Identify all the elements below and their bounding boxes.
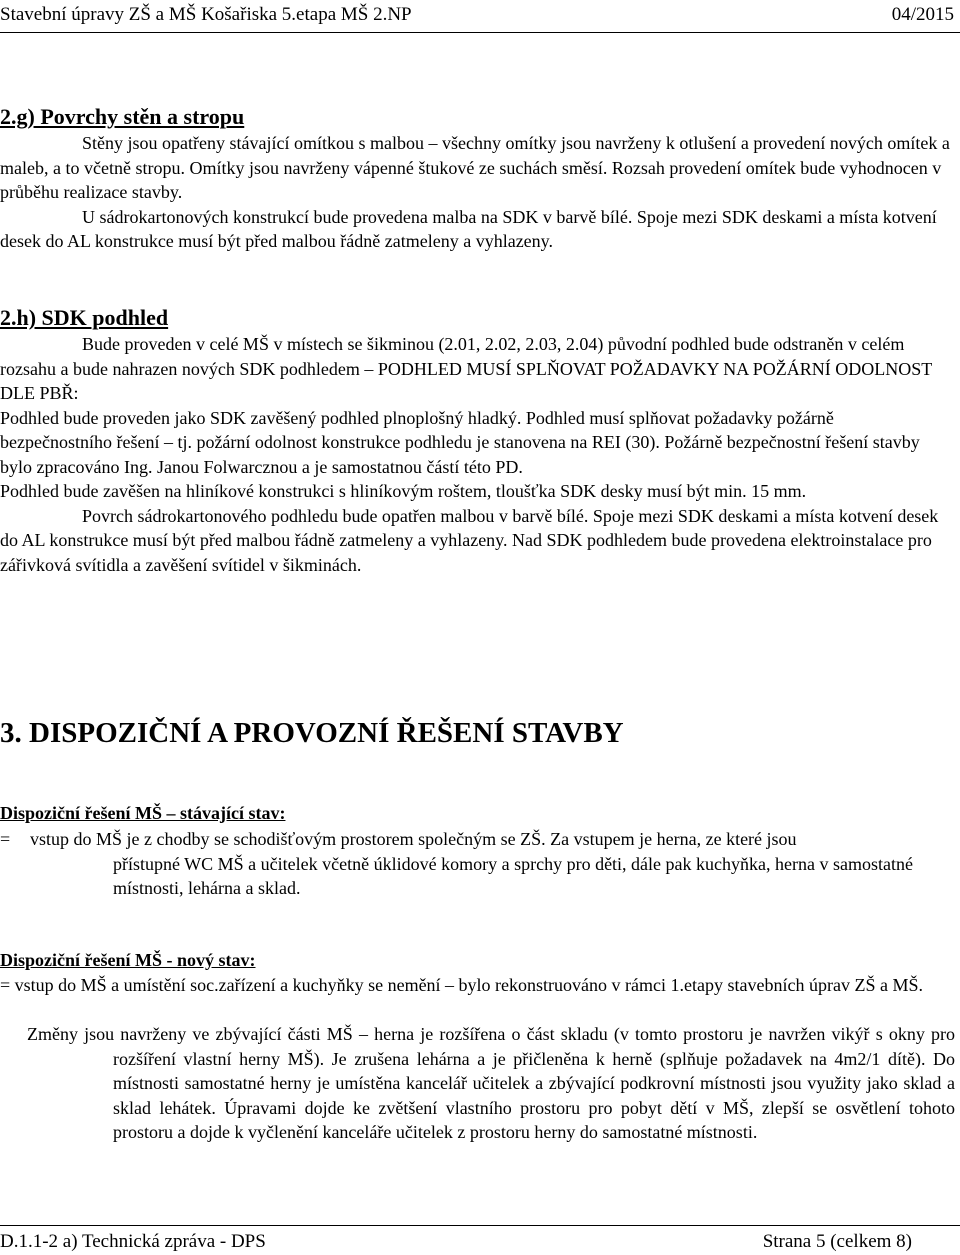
paragraph: Povrch sádrokartonového podhledu bude opatřen malbou v barvě bílé. Spoje mezi SDK deskami a místa kotvení desek do AL konstrukce musí být před malbou řádně zatmeleny a vyhlazeny. Nad SDK podhledem bude provedena elektroinstalace pro zářivková svítidla a zavěšení svítidel v šikminách. [0,505,939,575]
footer-rule [0,1225,960,1226]
paragraph: Bude proveden v celé MŠ v místech se šikminou (2.01, 2.02, 2.03, 2.04) původní podhled bude odstraněn v celém rozsahu a bude nahrazen nových SDK podhledem – PODHLED MUSÍ SPLŇOVAT POŽADAVKY NA POŽÁRNÍ ODOLNOST DLE PBŘ: [0,334,932,403]
section-2g-body [0,131,950,254]
paragraph: U sádrokartonových konstrukcí bude provedena malba na SDK v barvě bílé. Spoje mezi SDK deskami a místa kotvení desek do AL konstrukce musí být před malbou řádně zatmeleny a vyhlazeny. [0,206,937,251]
label-new-state: Dispoziční řešení MŠ - nový stav: [0,950,256,970]
heading-3: 3. DISPOZIČNÍ A PROVOZNÍ ŘEŠENÍ STAVBY [0,717,624,749]
new-state-item-1: = vstup do MŠ a umístění soc.zařízení a kuchyňky se nemění – bylo rekonstruováno v rámci 1.etapy stavebních úprav ZŠ a MŠ. [0,975,923,995]
equals-mark: = [0,829,11,849]
footer-doc: D.1.1-2 a) Technická zpráva - DPS [0,1231,266,1252]
header-rule [0,32,960,33]
new-state-item-2: Změny jsou navrženy ve zbývající části MŠ – herna je rozšířena o část skladu (v tomto prostoru je navržen vikýř s okny pro rozšíření vlastní herny MŠ). Je zrušena lehárna a je přičleněna k herně (splňuje požadavek na 4m2/1 dítě). Do místnosti samostatné herny je umístěna kancelář učitelek a zbývající podkrovní místnosti jsou využity jako sklad a sklad lehátek. Úpravami dojde ke zvětšení vlastního prostoru pro pobyt dětí v MŠ, zlepší se osvětlení tohoto prostoru a dojde k vyčlenění kanceláře učitelek z prostoru herny do samostatné místnosti. [27,1024,955,1142]
paragraph: Stěny jsou opatřeny stávající omítkou s malbou – všechny omítky jsou navrženy k otlušení a provedení nových omítek a maleb, a to včetně stropu. Omítky jsou navrženy vápenné štukové ze suchách směsí. Rozsah provedení omítek bude vyhodnocen v průběhu realizace stavby. [0,133,950,202]
heading-2g: 2.g) Povrchy stěn a stropu [0,104,245,129]
paragraph: Podhled bude proveden jako SDK zavěšený podhled plnoplošný hladký. Podhled musí splňovat požadavky požárně bezpečnostního řešení – tj. požární odolnost konstrukce podhledu je stanovena na REI (30). Požárně bezpečnostní řešení stavby bylo zpracováno Ing. Janou Folwarcznou a je samostatnou částí této PD. [0,407,920,477]
page-footer [0,1228,960,1255]
existing-rest: přístupné WC MŠ a učitelek včetně úklidové komory a sprchy pro děti, dále pak kuchyňka, herna v samostatné místnosti, lehárna a sklad. [113,853,913,898]
header-title: Stavební úpravy ZŠ a MŠ Košařiska 5.etapa MŠ 2.NP [0,4,412,25]
page-header [0,0,960,32]
paragraph: Podhled bude zavěšen na hliníkové konstrukci s hliníkovým roštem, tloušťka SDK desky musí být min. 15 mm. [0,481,807,501]
existing-first-line: vstup do MŠ je z chodby se schodišťovým prostorem společným se ZŠ. Za vstupem je herna, ze které jsou [30,829,797,849]
existing-state-item [0,827,955,902]
label-existing-state: Dispoziční řešení MŠ – stávající stav: [0,803,286,823]
heading-2h: 2.h) SDK podhled [0,305,169,330]
footer-page-number: Strana 5 (celkem 8) [762,1231,912,1252]
header-date: 04/2015 [891,4,954,25]
section-2h-body [0,332,950,577]
